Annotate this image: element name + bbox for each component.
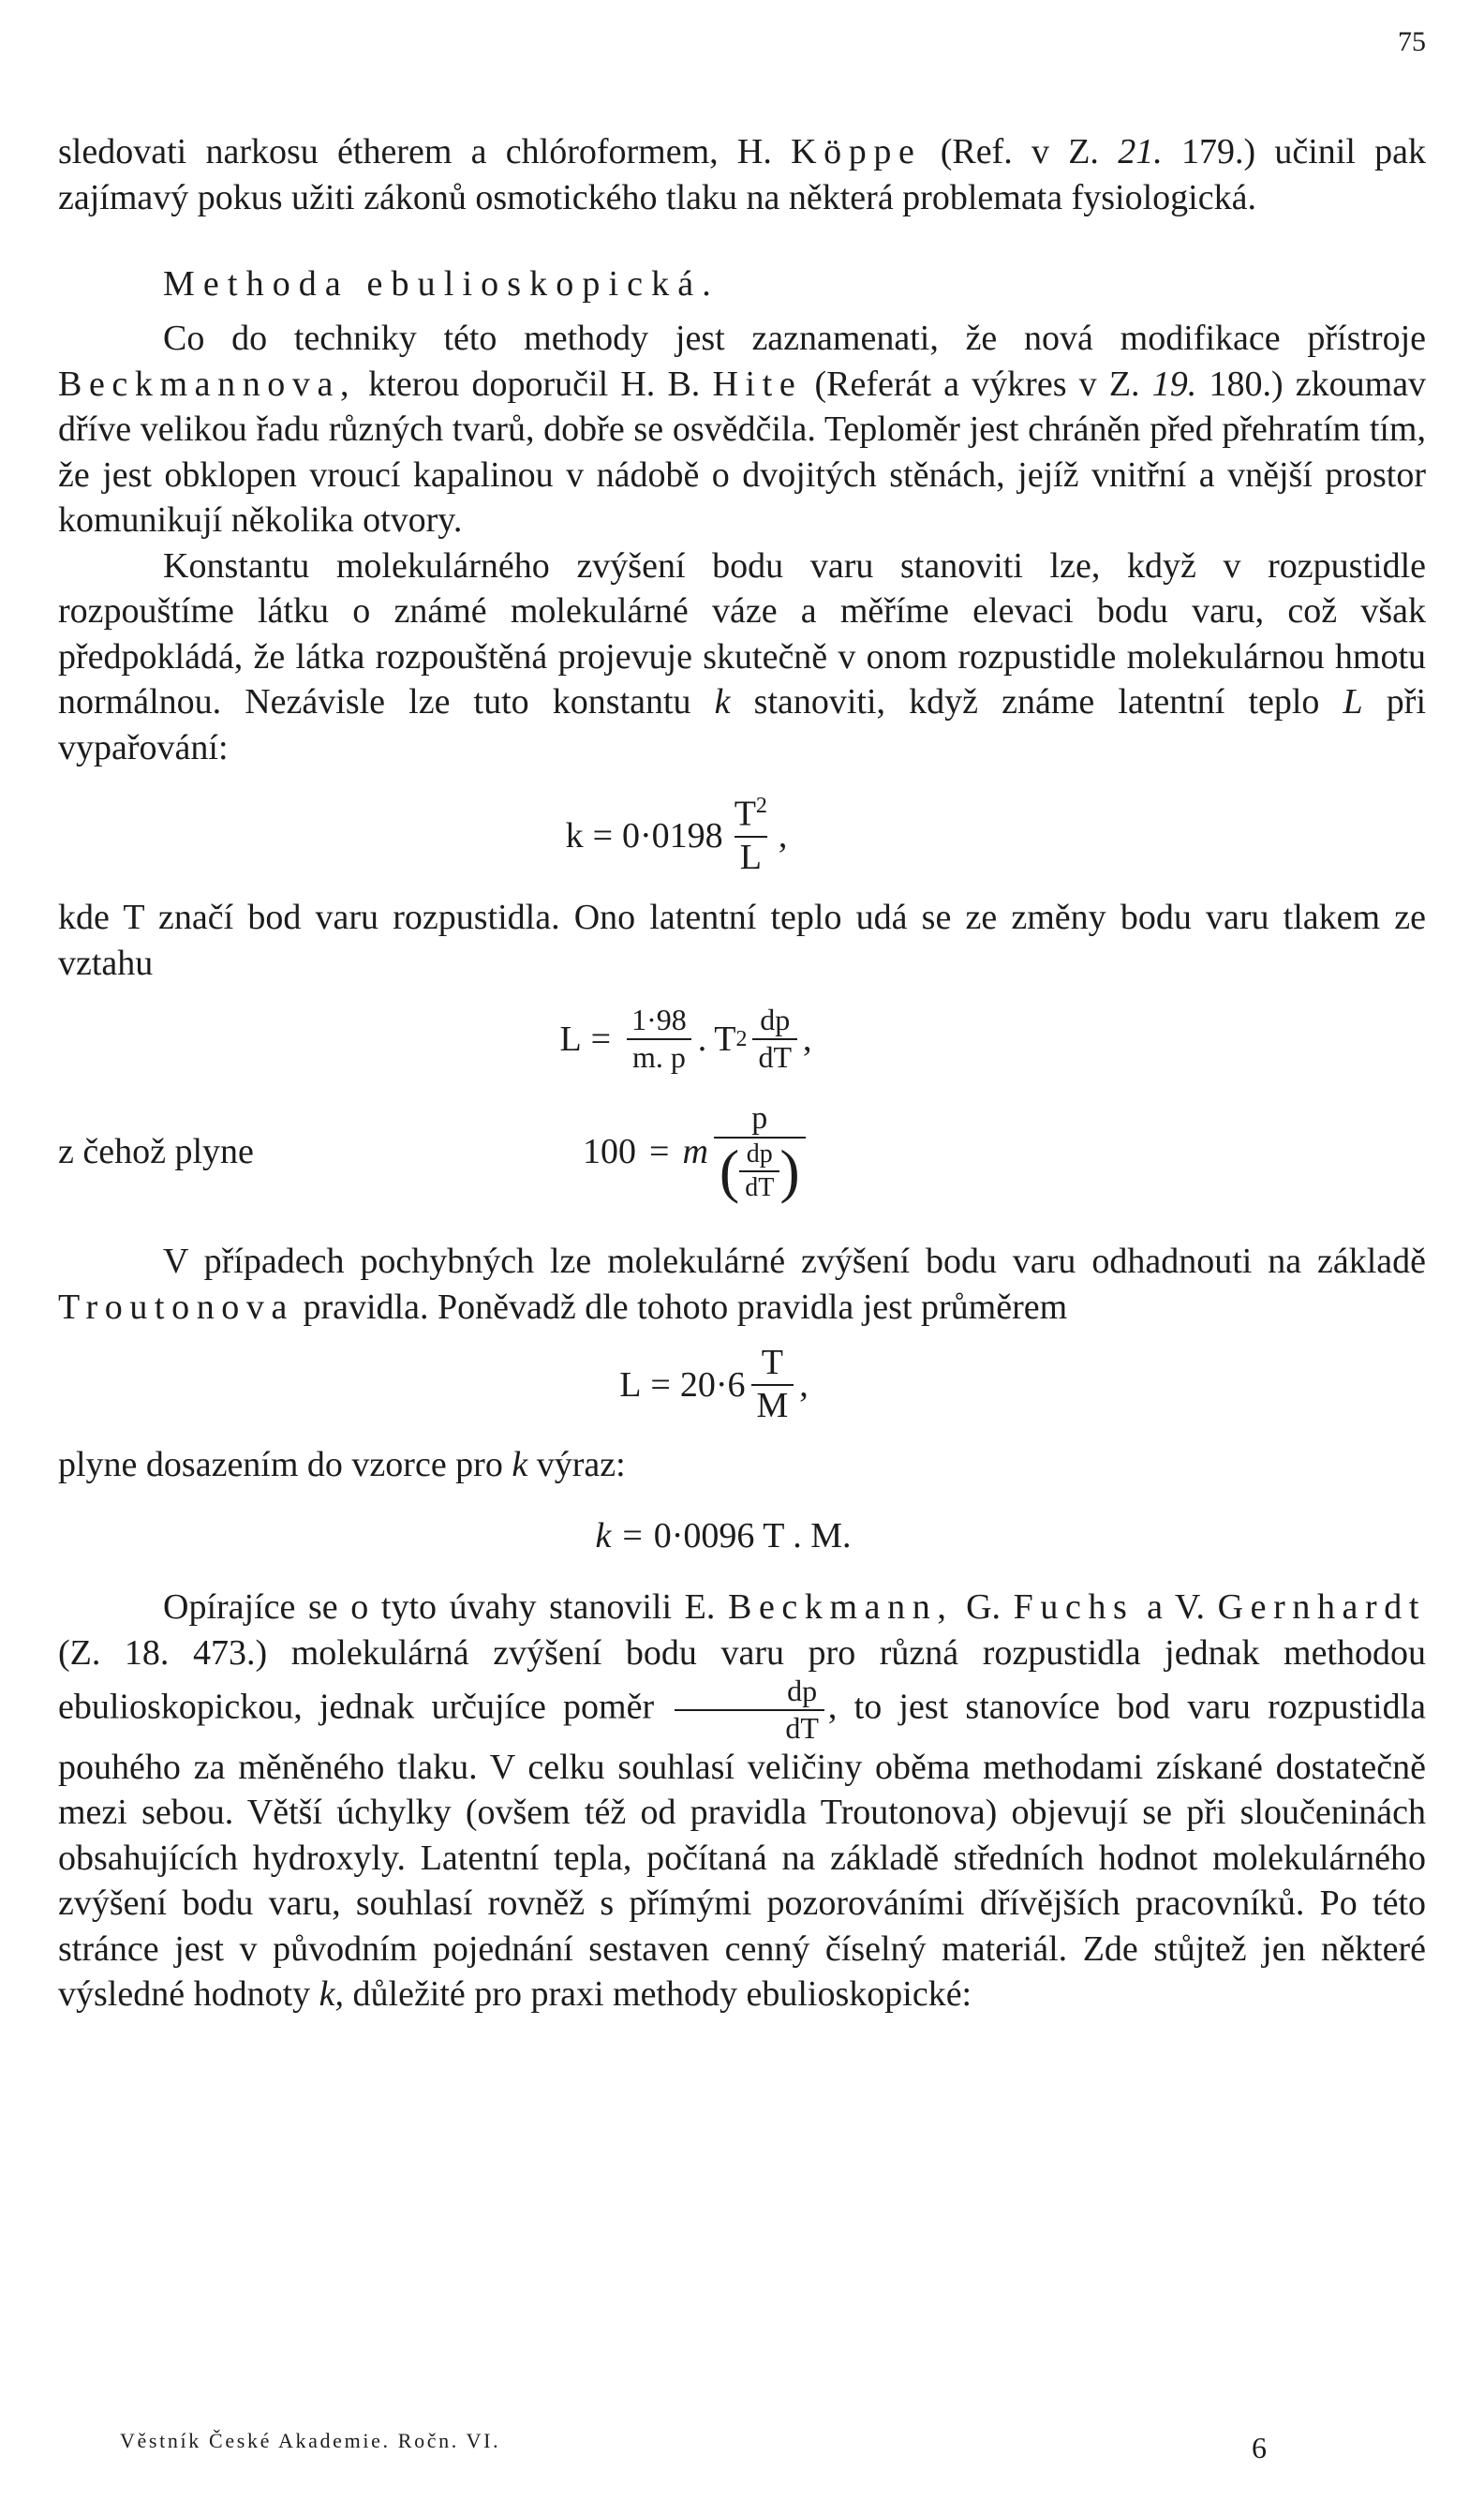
exponent: 2 xyxy=(735,1026,748,1051)
paragraph-substitution xyxy=(58,1442,1426,1488)
fraction-numerator: T xyxy=(734,794,756,834)
eq-lhs: k xyxy=(565,815,584,856)
text-run: 180.) zkoumav dříve velikou řadu různých tvarů, dobře se osvědčila. Teploměr jest chráněn před přehratím tím, že jest obklopen vroucí kapalinou v nádobě o dvojitých stěnách, jejíž vnitřní a vnější prostor komunikují několika otvory. xyxy=(58,364,1427,540)
eq-lhs: L xyxy=(559,1020,582,1060)
author-name: Köppe xyxy=(791,132,922,171)
eq-comma: , xyxy=(803,1020,812,1060)
page-body xyxy=(58,129,1426,2017)
equation-row-100 xyxy=(58,1100,1426,1204)
eq-lhs: 100 xyxy=(583,1131,636,1171)
text-run: výraz: xyxy=(536,1444,626,1484)
text-run: V případech pochybných lze molekulárné zvýšení bodu varu odhadnouti na základě xyxy=(163,1242,1426,1282)
eq-fraction xyxy=(751,1345,794,1425)
paragraph-technique xyxy=(58,316,1426,543)
text-run: , to jest stanovíce bod varu rozpustidla pouhého za měněného tlaku. V celku souhlasí veličiny oběma methodami získané dostatečně mezi sebou. Větší úchylky (ovšem též od pravidla Troutonova) objevují se při sloučeninách obsahujících hydroxyly. Latentní tepla, počítaná na základě středních hodnot molekulárného zvýšení bodu varu, souhlasí rovněž s přímými pozorováními dřívějších pracovníků. Po této stránce jest v původním pojednání sestaven cenný číselný materiál. Zde stůjtež jen některé výsledné hodnoty xyxy=(58,1687,1426,2015)
text-run: kterou doporučil H. B. xyxy=(368,364,701,404)
fraction-numerator: dp xyxy=(746,1139,773,1169)
text-run: kde T značí bod varu rozpustidla. Ono latentní teplo udá se ze změny bodu varu tlakem ze vztahu xyxy=(58,898,1426,983)
fraction-denominator: M xyxy=(751,1384,794,1425)
eq-sign: = xyxy=(650,1364,671,1405)
fraction-denominator: dT xyxy=(675,1709,824,1745)
fraction-denominator: L xyxy=(735,836,767,877)
eq-coefficient: 20·6 xyxy=(679,1364,746,1405)
footer-journal: Věstník České Akademie. Ročn. VI. xyxy=(120,2429,501,2452)
text-run: Konstantu molekulárného zvýšení bodu varu stanoviti lze, když v rozpustidle rozpouštíme látku o známé molekulárné váze a měříme elevaci bodu varu, což však předpokládá, že látka rozpouštěná projevuje skutečně v onom rozpustidle molekulárnou hmotu normálnou. Nezávisle lze tuto konstantu xyxy=(58,545,1426,722)
variable-L: L xyxy=(1343,682,1363,722)
eq-fraction xyxy=(729,795,773,876)
eq-label: z čehož plyne xyxy=(58,1131,254,1171)
fraction-denominator: m. p xyxy=(627,1038,691,1074)
equation-latent-heat xyxy=(0,1005,1426,1073)
fraction-numerator: dp xyxy=(760,1003,791,1037)
text-run: (Z. 18. 473.) molekulárná zvýšení bodu varu pro různá rozpustidla jednak methodou ebulioskopickou, jednak určujíce poměr xyxy=(58,1632,1426,1727)
fraction-denominator xyxy=(714,1137,806,1204)
eq-coefficient: 0·0198 xyxy=(622,815,723,856)
text-run: (Referát a výkres v Z. xyxy=(814,364,1140,404)
text-run: G. xyxy=(966,1587,1002,1628)
text-run: sledovati narkosu étherem a chlóroformem, H. xyxy=(58,132,772,171)
text-run: při vypařování: xyxy=(58,682,1427,767)
author-name: Gernhardt xyxy=(1217,1587,1427,1628)
eq-sign: = xyxy=(622,1516,643,1556)
text-run: stanoviti, když známe latentní teplo xyxy=(753,682,1320,722)
fraction-numerator: dp xyxy=(787,1674,818,1708)
paragraph-measurements xyxy=(58,1585,1426,2017)
eq-term: T xyxy=(714,1020,736,1060)
reference-volume: 19. xyxy=(1151,364,1197,404)
eq-dot: . xyxy=(697,1020,707,1060)
signature-mark: 6 xyxy=(1252,2431,1267,2464)
eq-lhs: L xyxy=(619,1364,642,1405)
text-run: a V. xyxy=(1147,1587,1205,1628)
text-run: Opírajíce se o tyto úvahy stanovili E. xyxy=(163,1587,716,1628)
eq-sign: = xyxy=(592,815,614,856)
paren-right: ) xyxy=(779,1137,800,1204)
eq-comma: , xyxy=(778,815,788,856)
variable-k: k xyxy=(512,1444,528,1484)
reference-volume: 21. xyxy=(1118,132,1163,171)
paragraph-constant xyxy=(58,543,1426,771)
fraction-numerator: T xyxy=(761,1343,783,1383)
eq-fraction xyxy=(714,1100,806,1204)
text-run: Co do techniky této methody jest zaznamenati, že nová modifikace přístroje xyxy=(163,319,1426,358)
text-run: 179.) učinil pak zajímavý pokus užiti zákonů osmotického tlaku na některá problemata fysiologická. xyxy=(58,132,1427,217)
author-name: Fuchs xyxy=(1013,1587,1135,1628)
inline-fraction xyxy=(675,1675,824,1744)
author-name: Beckmannova, xyxy=(58,364,357,404)
fraction-denominator: dT xyxy=(752,1038,797,1074)
author-name: Troutonova xyxy=(58,1287,294,1327)
text-run: plyne dosazením do vzorce pro xyxy=(58,1444,503,1484)
text-run: pravidla. Poněvadž dle tohoto pravidla jest průměrem xyxy=(303,1287,1068,1327)
eq-sign: = xyxy=(649,1131,670,1171)
fraction-denominator: dT xyxy=(739,1170,779,1201)
text-run: (Ref. v Z. xyxy=(940,132,1099,171)
paragraph-trouton xyxy=(58,1239,1426,1330)
exponent: 2 xyxy=(755,794,767,818)
eq-term: m xyxy=(682,1131,708,1171)
variable-k: k, xyxy=(319,1974,345,2015)
eq-fraction xyxy=(752,1005,797,1073)
eq-fraction xyxy=(626,1005,692,1073)
paragraph-koppe xyxy=(58,129,1426,220)
variable-k: k xyxy=(714,682,731,722)
equation-k-latent xyxy=(0,795,1426,876)
page-number: 75 xyxy=(1398,26,1426,57)
eq-comma: , xyxy=(799,1364,809,1405)
equation-k-result xyxy=(21,1515,1426,1556)
nested-fraction xyxy=(739,1140,779,1201)
fraction-numerator: 1·98 xyxy=(631,1003,687,1037)
equation-trouton xyxy=(2,1345,1426,1425)
paren-left: ( xyxy=(719,1137,740,1204)
paragraph-boiling-point xyxy=(58,895,1426,986)
eq-lhs: k xyxy=(595,1516,612,1556)
author-name: Hite xyxy=(712,364,803,404)
author-name: Beckmann, xyxy=(728,1587,954,1628)
text-run: důležité pro praxi methody ebulioskopické: xyxy=(352,1974,972,2015)
eq-sign: = xyxy=(590,1020,612,1060)
section-heading-text: Methoda ebulioskopická. xyxy=(163,264,720,304)
section-heading xyxy=(163,261,1426,306)
eq-rhs: 0·0096 T . M. xyxy=(653,1516,852,1556)
fraction-numerator: p xyxy=(751,1100,768,1136)
